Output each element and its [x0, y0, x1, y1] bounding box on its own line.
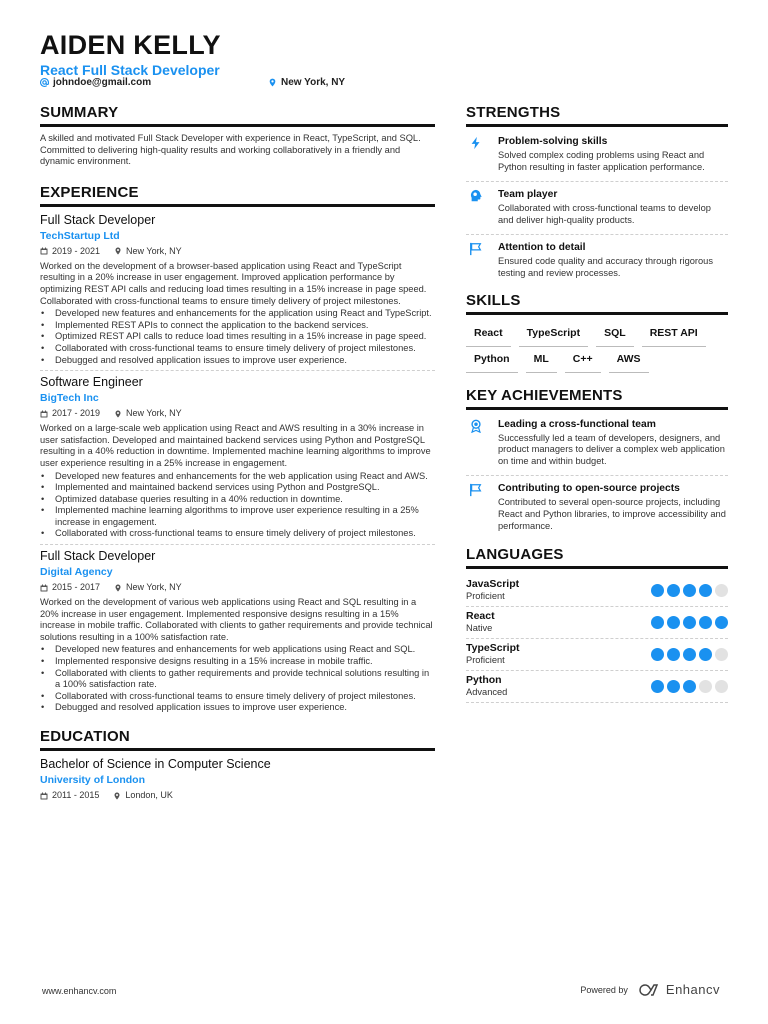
rating-dot — [715, 648, 728, 661]
job-meta — [40, 408, 435, 419]
languages-list — [466, 575, 728, 703]
calendar-icon — [40, 792, 48, 800]
bullet-item: • Developed new features and enhancements for web applications using React and SQL. — [40, 644, 435, 656]
strength-item — [466, 186, 728, 232]
job-description: Worked on the development of various web applications using React and SQL resulting in a 20% increase in user engagement. Implemented responsive designs resulting in a 15% increase in mobile traffic. Collaborated with clients to gather requirements and provide technical solutions resulting in a 100% satisfaction rate. — [40, 597, 433, 642]
entry-body — [498, 188, 728, 226]
entry-body — [498, 418, 728, 468]
entry-description: Successfully led a team of developers, designers, and product managers to deliver a complex web application on time and within budget. — [498, 432, 725, 466]
brand-logo — [638, 982, 720, 997]
strengths-heading: STRENGTHS — [466, 104, 728, 127]
rating-dot — [651, 680, 664, 693]
education-dates: 2011 - 2015 — [40, 790, 99, 801]
entry-icon-wrap — [466, 482, 486, 532]
language-row — [466, 639, 728, 671]
language-row — [466, 607, 728, 639]
flag-icon — [469, 242, 483, 256]
footer-website[interactable]: www.enhancv.com — [42, 986, 117, 996]
location-pin-icon — [268, 78, 277, 87]
rating-dot — [699, 680, 712, 693]
language-name: TypeScript — [466, 642, 520, 655]
job-bullets — [40, 308, 435, 366]
contact-email[interactable] — [40, 77, 151, 88]
divider — [466, 234, 728, 235]
job-entry — [40, 549, 435, 714]
entry-icon-wrap — [466, 418, 486, 468]
job-location-text: New York, NY — [126, 582, 182, 593]
divider — [466, 475, 728, 476]
award-icon — [469, 419, 483, 433]
job-dates-text: 2015 - 2017 — [52, 582, 101, 593]
strengths-list — [466, 133, 728, 286]
achievement-item — [466, 480, 728, 538]
language-rating — [651, 616, 728, 629]
job-role: Software Engineer — [40, 375, 143, 390]
education-meta — [40, 790, 435, 801]
rating-dot — [715, 616, 728, 629]
job-dates — [40, 408, 100, 419]
skill-tag: AWS — [609, 351, 649, 373]
rating-dot — [683, 648, 696, 661]
language-info — [466, 674, 507, 698]
job-entry — [40, 375, 435, 545]
skill-tag: C++ — [565, 351, 601, 373]
calendar-icon — [40, 584, 48, 592]
job-location-text: New York, NY — [126, 245, 182, 256]
team-head-icon — [469, 189, 483, 203]
location-pin-icon — [114, 584, 122, 592]
skill-tag: SQL — [596, 325, 634, 347]
flag-icon — [469, 483, 483, 497]
education-degree: Bachelor of Science in Computer Science — [40, 757, 271, 771]
language-level: Proficient — [466, 655, 505, 666]
language-level: Proficient — [466, 591, 505, 602]
language-info — [466, 642, 519, 666]
job-role: Full Stack Developer — [40, 212, 156, 227]
right-column — [466, 104, 728, 703]
strength-item — [466, 239, 728, 285]
bullet-item: • Developed new features and enhancements for the application using React and TypeScript. — [40, 308, 435, 320]
job-bullets — [40, 644, 435, 714]
location-pin-icon — [114, 410, 122, 418]
language-name: React — [466, 610, 495, 623]
calendar-icon — [40, 410, 48, 418]
job-description: Worked on a large-scale web application using React and AWS resulting in a 30% increase in user satisfaction. Developed and maintained backend services using Python and PostgreSQL resulting in a 40% reduction in downtime. Implemented machine learning algorithms to improve user experience resulting in a 25% increase in engagement. — [40, 423, 431, 468]
job-bullets — [40, 471, 435, 541]
job-company[interactable]: TechStartup Ltd — [40, 229, 120, 242]
language-info — [466, 610, 495, 634]
entry-title: Problem-solving skills — [498, 136, 608, 147]
job-location — [114, 246, 182, 257]
bullet-item: • Collaborated with cross-functional teams to ensure timely delivery of project milestones. — [40, 343, 435, 355]
location-pin-icon — [113, 792, 121, 800]
language-rating — [651, 680, 728, 693]
language-rating — [651, 584, 728, 597]
job-dates — [40, 582, 100, 593]
candidate-title: React Full Stack Developer — [40, 62, 220, 78]
job-meta — [40, 582, 435, 593]
strength-item — [466, 133, 728, 179]
job-location-text: New York, NY — [126, 408, 182, 419]
divider — [40, 370, 435, 371]
enhancv-logo-icon — [638, 983, 662, 997]
language-row — [466, 671, 728, 703]
job-dates-text: 2019 - 2021 — [52, 245, 101, 256]
language-row — [466, 575, 728, 607]
rating-dot — [667, 648, 680, 661]
job-company[interactable]: BigTech Inc — [40, 392, 99, 405]
rating-dot — [667, 616, 680, 629]
rating-dot — [699, 616, 712, 629]
skill-tag: REST API — [642, 325, 706, 347]
email-text: johndoe@gmail.com — [53, 77, 152, 88]
skill-tag: TypeScript — [519, 325, 588, 347]
entry-body — [498, 482, 728, 532]
resume-header — [40, 28, 221, 78]
job-location — [114, 582, 182, 593]
rating-dot — [651, 584, 664, 597]
achievement-item — [466, 416, 728, 474]
entry-title: Team player — [498, 189, 558, 201]
entry-icon-wrap — [466, 188, 486, 226]
job-dates — [40, 246, 100, 257]
entry-icon-wrap — [466, 241, 486, 279]
summary-text: A skilled and motivated Full Stack Developer with experience in React, TypeScript, and SQL. Committed to delivering high-quality results and working collaboratively in a friendly and dynamic environment. — [40, 133, 421, 167]
experience-list — [40, 213, 435, 714]
language-level: Advanced — [466, 687, 508, 698]
entry-body — [498, 135, 728, 173]
lightning-icon — [469, 136, 483, 150]
rating-dot — [683, 616, 696, 629]
bullet-item: • Implemented and maintained backend services using Python and PostgreSQL. — [40, 482, 435, 494]
footer-brand[interactable] — [580, 982, 720, 997]
skill-tag: React — [466, 325, 511, 347]
achievements-list — [466, 416, 728, 539]
bullet-item: • Developed new features and enhancements for the web application using React and AWS. — [40, 471, 435, 483]
candidate-name: AIDEN KELLY — [40, 30, 221, 60]
job-description: Worked on the development of a browser-based application using React and TypeScript resulting in a 20% increase in user engagement. Improved application performance by optimizing REST API calls and reducing load times resulting in a 15% increase in page speed. Collaborated with cross-functional teams to ensure timely delivery of project milestones. — [40, 260, 427, 306]
entry-description: Collaborated with cross-functional teams to develop and deliver high-quality products. — [498, 203, 711, 225]
bullet-item: • Debugged and resolved application issues to improve user experience. — [40, 702, 435, 714]
language-name: Python — [466, 674, 502, 687]
language-level: Native — [466, 623, 493, 634]
rating-dot — [667, 584, 680, 597]
divider — [466, 181, 728, 182]
entry-description: Solved complex coding problems using React and Python resulting in faster application performance. — [498, 150, 705, 172]
divider — [40, 544, 435, 545]
language-info — [466, 578, 519, 602]
bullet-item: • Optimized REST API calls to reduce load times resulting in a 15% increase in page speed. — [40, 331, 435, 343]
education-location: London, UK — [113, 790, 173, 801]
rating-dot — [683, 584, 696, 597]
location-pin-icon — [114, 247, 122, 255]
skill-tag: ML — [526, 351, 557, 373]
rating-dot — [699, 584, 712, 597]
education-heading: EDUCATION — [40, 728, 435, 751]
rating-dot — [651, 648, 664, 661]
summary-heading: SUMMARY — [40, 104, 435, 127]
rating-dot — [651, 616, 664, 629]
entry-title: Leading a cross-functional team — [498, 418, 656, 430]
education-school: University of London — [40, 774, 145, 786]
rating-dot — [715, 680, 728, 693]
achievements-heading: KEY ACHIEVEMENTS — [466, 387, 728, 410]
brand-name: Enhancv — [665, 982, 720, 997]
bullet-item: • Implemented machine learning algorithms to improve user experience resulting in a 25% increase in engagement. — [40, 505, 435, 528]
rating-dot — [715, 584, 728, 597]
languages-heading: LANGUAGES — [466, 546, 728, 569]
entry-icon-wrap — [466, 135, 486, 173]
rating-dot — [699, 648, 712, 661]
bullet-item: • Collaborated with clients to gather requirements and provide technical solutions resulting in a 100% satisfaction rate. — [40, 668, 435, 691]
skill-tag: Python — [466, 351, 518, 373]
experience-heading: EXPERIENCE — [40, 184, 435, 207]
bullet-item: • Debugged and resolved application issues to improve user experience. — [40, 355, 435, 367]
rating-dot — [667, 680, 680, 693]
language-rating — [651, 648, 728, 661]
entry-description: Contributed to several open-source projects, including React and Python libraries, to improve accessibility and performance. — [498, 497, 726, 531]
bullet-item: • Collaborated with cross-functional teams to ensure timely delivery of project milestones. — [40, 528, 435, 540]
bullet-item: • Implemented REST APIs to connect the application to the backend services. — [40, 320, 435, 332]
rating-dot — [683, 680, 696, 693]
bullet-item: • Collaborated with cross-functional teams to ensure timely delivery of project milestones. — [40, 691, 435, 703]
powered-by-label: Powered by — [580, 984, 628, 995]
left-column — [40, 104, 435, 801]
calendar-icon — [40, 247, 48, 255]
language-name: JavaScript — [466, 578, 520, 591]
skills-list — [466, 321, 728, 373]
entry-description: Ensured code quality and accuracy through rigorous testing and review processes. — [498, 256, 713, 278]
at-icon — [40, 78, 49, 87]
bullet-item: • Optimized database queries resulting in a 40% reduction in downtime. — [40, 494, 435, 506]
job-location — [114, 408, 182, 419]
bullet-item: • Implemented responsive designs resulting in a 15% increase in mobile traffic. — [40, 656, 435, 668]
entry-body — [498, 241, 728, 279]
entry-title: Contributing to open-source projects — [498, 483, 680, 495]
job-dates-text: 2017 - 2019 — [52, 408, 101, 419]
location-text: New York, NY — [281, 77, 346, 88]
job-company[interactable]: Digital Agency — [40, 566, 113, 579]
job-role: Full Stack Developer — [40, 549, 156, 564]
entry-title: Attention to detail — [498, 242, 586, 254]
job-meta — [40, 246, 435, 257]
skills-heading: SKILLS — [466, 292, 728, 315]
job-entry — [40, 213, 435, 371]
contact-location — [268, 77, 345, 88]
